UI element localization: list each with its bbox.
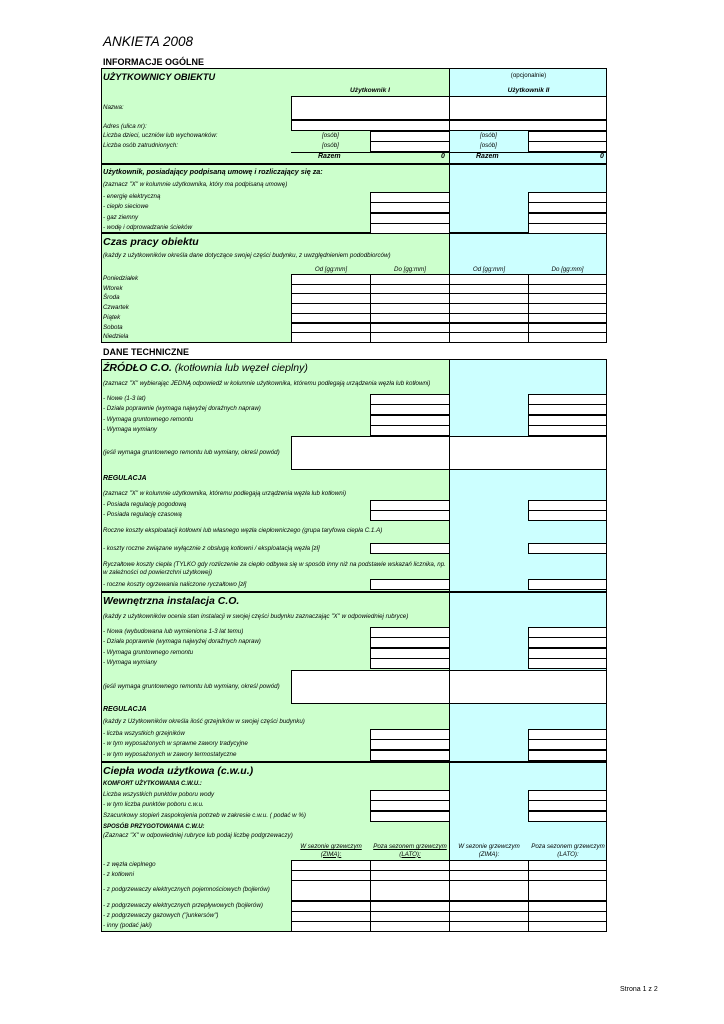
user1-total-label: Razem <box>318 153 341 160</box>
user2-internal-reason-field[interactable] <box>449 670 607 704</box>
source-reg-item-1-field-1[interactable] <box>370 500 450 511</box>
source-option-1-field-2[interactable] <box>528 394 607 405</box>
comfort-item-2-label: - w tym liczba punktów poboru c.w.u. <box>103 801 204 809</box>
worktime-day-7-field-4[interactable] <box>528 332 607 343</box>
source-reg-item-1-label: - Posiada regulację pogodową <box>103 501 187 508</box>
source-reg-item-2-field-1[interactable] <box>370 510 450 521</box>
source-reason-label: (jeśli wymaga gruntownego remontu lub wymiany, określ powód) <box>103 449 280 456</box>
user1-employees-unit: [osób] <box>322 142 339 149</box>
source-note: (zaznacz "X" wybierając JEDNĄ odpowiedź w kolumnie użytkownika, któremu podlegają urządzenia węzła lub kotłowni) <box>103 380 431 387</box>
user2-header: Użytkownik II <box>507 87 550 94</box>
user1-children-unit: [osób] <box>322 132 339 139</box>
user1-address-field[interactable] <box>291 120 450 131</box>
user1-total-value: 0 <box>441 153 445 160</box>
hw-source-5-label: - z podgrzewaczy gazowych ("junkersów") <box>103 912 219 919</box>
contract-item-2-field-1[interactable] <box>370 202 450 213</box>
worktime-day-2-label: Wtorek <box>103 284 123 292</box>
source-option-1-label: - Nowe (1-3 lat) <box>103 395 146 402</box>
internal-reg-item-3-field-1[interactable] <box>370 750 450 761</box>
worktime-day-7-field-3[interactable] <box>449 332 529 343</box>
contract-note: (zaznacz "X" w kolumnie użytkownika, który ma podpisaną umowę) <box>103 181 288 188</box>
source-regulation-note: (zaznacz "X" w kolumnie użytkownika, któremu podlegają urządzenia węzła lub kotłowni) <box>103 490 347 497</box>
internal-note: (każdy z użytkowników ocenia stan instalacji w swojej części budynku zaznaczając "X" w odpowiedniej rubryce) <box>103 613 409 620</box>
hw-source-6-field-1[interactable] <box>291 921 371 932</box>
contract-item-3-field-1[interactable] <box>370 213 450 224</box>
internal-reg-item-2-field-1[interactable] <box>370 739 450 750</box>
comfort-item-2-field-2[interactable] <box>528 800 607 811</box>
user2-winter-header: W sezonie grzewczym (ZIMA): <box>458 843 520 858</box>
user2-employees-unit: [osób] <box>480 142 497 149</box>
contract-item-1-field-1[interactable] <box>370 192 450 203</box>
user2-from-header: Od [gg:mm] <box>472 266 506 273</box>
user1-to-header: Do [gg:mm] <box>394 266 426 273</box>
hw-source-3-label: - z podgrzewaczy elektrycznych pojemnościowych (bojlerów) <box>103 886 270 893</box>
internal-reg-item-3-label: - w tym wyposażonych w zawory termostatyczne <box>103 750 237 758</box>
internal-reg-item-2-label: - w tym wyposażonych w sprawne zawory tradycyjne <box>103 740 248 748</box>
source-option-4-label: - Wymaga wymiany <box>103 426 157 434</box>
comfort-item-3-field-2[interactable] <box>528 811 607 822</box>
internal-option-3-label: - Wymaga gruntownego remontu <box>103 648 194 656</box>
section-general-heading: INFORMACJE OGÓLNE <box>103 57 205 67</box>
hw-source-4-label: - z podgrzewaczy elektrycznych przepływowych (bojlerów) <box>103 902 263 909</box>
address-label: Adres (ulica nr): <box>103 123 147 130</box>
children-label: Liczba dzieci, uczniów lub wychowanków: <box>103 132 218 139</box>
worktime-day-7-label: Niedziela <box>103 333 129 341</box>
source-option-3-label: - Wymaga gruntownego remontu <box>103 415 194 423</box>
comfort-item-3-label: Szacunkowy stopień zaspokojenia potrzeb w zakresie c.w.u. ( podać w %) <box>103 811 306 819</box>
worktime-day-3-label: Środa <box>103 294 120 302</box>
internal-option-3-field-1[interactable] <box>370 648 450 659</box>
hw-source-3-field-1[interactable] <box>291 880 371 901</box>
worktime-day-6-label: Sobota <box>103 323 123 331</box>
hw-source-3-field-2[interactable] <box>370 880 450 901</box>
user2-to-header: Do [gg:mm] <box>551 266 584 273</box>
source-heading <box>103 362 308 374</box>
worktime-day-5-label: Piątek <box>103 313 121 321</box>
optional-label: (opcjonalnie) <box>510 72 547 79</box>
source-option-4-field-1[interactable] <box>370 425 450 436</box>
annual-costs-label: Roczne koszty eksploatacji kotłowni lub własnego węzła ciepłowniczego (grupa taryfowa ciepła C.1.A) <box>103 527 383 534</box>
contract-item-3-label: - gaz ziemny <box>103 213 139 221</box>
worktime-day-4-label: Czwartek <box>103 304 129 312</box>
source-reg-item-1-field-2[interactable] <box>528 500 607 511</box>
internal-option-2-field-1[interactable] <box>370 637 450 648</box>
user1-header: Użytkownik I <box>350 87 390 94</box>
user2-total-value: 0 <box>600 153 604 160</box>
user1-from-header: Od [gg:mm] <box>314 266 348 273</box>
source-option-3-field-1[interactable] <box>370 415 450 426</box>
comfort-item-1-label: Liczba wszystkich punktów poboru wody <box>103 791 215 798</box>
user1-employees-field[interactable] <box>370 141 450 152</box>
internal-option-4-label: - Wymaga wymiany <box>103 659 157 667</box>
source-option-2-field-2[interactable] <box>528 404 607 415</box>
user1-lump-costs-field[interactable] <box>370 579 450 590</box>
contract-item-1-field-2[interactable] <box>528 192 607 203</box>
internal-heading: Wewnętrzna instalacja C.O. <box>103 595 240 607</box>
internal-option-2-label: - Działa poprawnie (wymaga najwyżej doraźnych napraw) <box>103 638 261 646</box>
user2-total-label: Razem <box>476 153 499 160</box>
internal-reg-item-3-field-2[interactable] <box>528 750 607 761</box>
user2-name-field[interactable] <box>449 96 607 120</box>
lump-costs-item: - roczne koszty ogrzewania naliczone ryczałtowo [zł] <box>103 581 247 588</box>
user1-annual-costs-field[interactable] <box>370 543 450 554</box>
hw-source-6-field-4[interactable] <box>528 921 607 932</box>
source-reg-item-2-label: - Posiada regulację czasową <box>103 511 182 519</box>
user2-employees-field[interactable] <box>528 141 607 152</box>
hw-source-6-field-3[interactable] <box>449 921 529 932</box>
user1-source-reason-field[interactable] <box>291 436 450 470</box>
internal-reg-item-1-field-2[interactable] <box>528 729 607 740</box>
name-label: Nazwa: <box>103 104 124 111</box>
worktime-note: (każdy z użytkowników określa dane dotyczące swojej części budynku, z uwzględnieniem pododbiorców) <box>103 252 391 259</box>
comfort-item-3-field-1[interactable] <box>370 811 450 822</box>
employees-label: Liczba osób zatrudnionych: <box>103 142 178 149</box>
hotwater-heading: Ciepła woda użytkowa (c.w.u.) <box>103 765 254 777</box>
hw-source-2-label: - z kotłowni <box>103 871 134 878</box>
worktime-heading: Czas pracy obiektu <box>103 236 199 248</box>
source-heading-main: ŹRÓDŁO C.O. <box>103 362 172 374</box>
users-heading: UŻYTKOWNICY OBIEKTU <box>103 72 216 82</box>
comfort-heading: KOMFORT UŻYTKOWANIA C.W.U.: <box>103 781 202 787</box>
internal-reg-item-1-field-1[interactable] <box>370 729 450 740</box>
user2-children-unit: [osób] <box>480 132 497 139</box>
source-heading-sub: (kotłownia lub węzeł cieplny) <box>174 362 308 374</box>
hw-source-1-label: - z węzła cieplnego <box>103 861 156 868</box>
internal-option-3-field-2[interactable] <box>528 648 607 659</box>
user1-winter-header: W sezonie grzewczym (ZIMA): <box>300 843 362 858</box>
method-heading: SPOSÓB PRZYGOTOWANIA C.W.U: <box>103 824 205 830</box>
internal-reg-item-1-label: - liczba wszystkich grzejników <box>103 730 185 737</box>
user2-annual-costs-field[interactable] <box>528 543 607 554</box>
worktime-day-7-field-2[interactable] <box>370 332 450 343</box>
internal-option-4-field-2[interactable] <box>528 658 607 669</box>
contract-item-1-label: - energię elektryczną <box>103 193 161 200</box>
internal-reg-item-2-field-2[interactable] <box>528 739 607 750</box>
internal-regulation-note: (każdy z Użytkowników określa ilość grzejników w swojej części budynku) <box>103 718 305 725</box>
internal-option-4-field-1[interactable] <box>370 658 450 669</box>
contract-item-2-label: - ciepło sieciowe <box>103 203 149 211</box>
source-option-3-field-2[interactable] <box>528 415 607 426</box>
user2-address-field[interactable] <box>449 120 607 131</box>
hw-source-6-field-2[interactable] <box>370 921 450 932</box>
internal-option-1-label: - Nowa (wybudowana lub wymieniona 1-3 lat temu) <box>103 628 244 635</box>
source-reg-item-2-field-2[interactable] <box>528 510 607 521</box>
lump-costs-label: Ryczałtowe koszty ciepła (TYLKO gdy rozliczenie za ciepło odbywa się w sposób inny niż na podstawie wskazań licznika, np. w zależności od powierzchni użytkowej) <box>103 561 446 576</box>
user2-lump-costs-field[interactable] <box>528 579 607 590</box>
annual-costs-item: - koszty roczne związane wyłącznie z obsługą kotłowni / eksploatacją węzła [zł] <box>103 545 320 552</box>
internal-reason-label: (jeśli wymaga gruntownego remontu lub wymiany, określ powód) <box>103 683 280 690</box>
user2-summer-header: Poza sezonem grzewczym (LATO): <box>531 843 605 858</box>
source-option-1-field-1[interactable] <box>370 394 450 405</box>
comfort-item-1-field-1[interactable] <box>370 790 450 801</box>
source-option-4-field-2[interactable] <box>528 425 607 436</box>
user1-name-field[interactable] <box>291 96 450 120</box>
section-technical-heading: DANE TECHNICZNE <box>103 347 190 357</box>
page-title: ANKIETA 2008 <box>103 34 194 49</box>
internal-regulation-heading: REGULACJA <box>103 706 147 713</box>
source-option-2-field-1[interactable] <box>370 404 450 415</box>
method-note: (Zaznacz "X" w odpowiedniej rubryce lub podaj liczbę podgrzewaczy) <box>103 832 293 839</box>
worktime-day-7-field-1[interactable] <box>291 332 371 343</box>
source-option-2-label: - Działa poprawnie (wymaga najwyżej doraźnych napraw) <box>103 405 261 413</box>
hw-source-3-field-3[interactable] <box>449 880 529 901</box>
contract-item-4-label: - wodę i odprowadzanie ścieków <box>103 224 193 232</box>
contract-item-3-field-2[interactable] <box>528 213 607 224</box>
hw-source-3-field-4[interactable] <box>528 880 607 901</box>
comfort-item-1-field-2[interactable] <box>528 790 607 801</box>
internal-option-2-field-2[interactable] <box>528 637 607 648</box>
source-regulation-heading: REGULACJA <box>103 475 147 482</box>
user1-internal-reason-field[interactable] <box>291 670 450 704</box>
user2-source-reason-field[interactable] <box>449 436 607 470</box>
internal-option-1-field-2[interactable] <box>528 627 607 638</box>
hw-source-6-label: - inny (podać jaki) <box>103 922 152 929</box>
worktime-day-1-label: Poniedziałek <box>103 275 139 282</box>
contract-heading: Użytkownik, posiadający podpisaną umowę i rozliczający się za: <box>103 167 323 176</box>
contract-item-2-field-2[interactable] <box>528 202 607 213</box>
comfort-item-2-field-1[interactable] <box>370 800 450 811</box>
page-footer: Strona 1 z 2 <box>620 986 658 993</box>
internal-option-1-field-1[interactable] <box>370 627 450 638</box>
user1-summer-header: Poza sezonem grzewczym (LATO): <box>373 843 447 858</box>
